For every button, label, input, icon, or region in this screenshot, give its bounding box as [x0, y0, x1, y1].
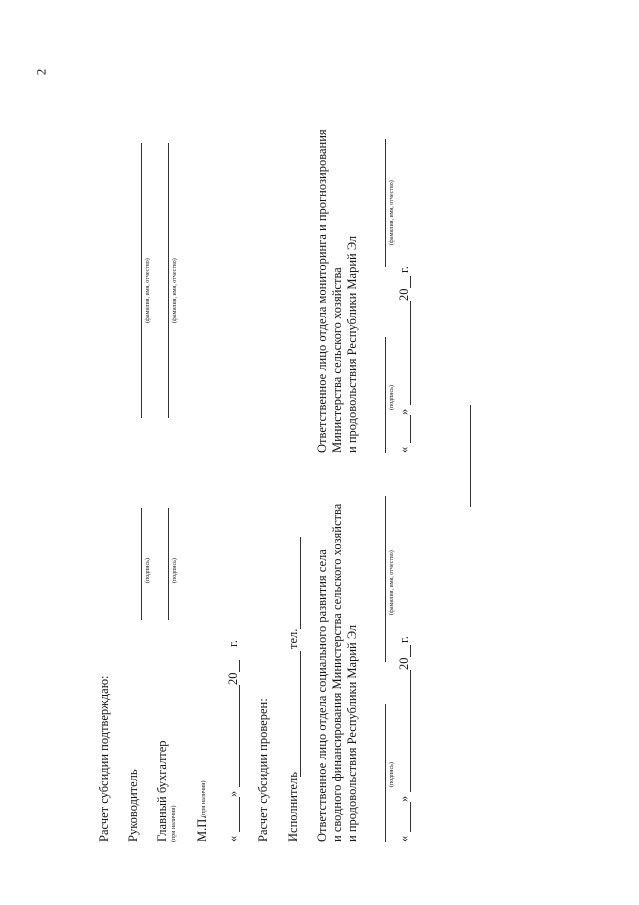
br-name-line[interactable] [385, 139, 386, 267]
bl-name-line[interactable] [385, 496, 386, 662]
accountant-signature-caption: (подпись) [172, 558, 178, 583]
bl-year-suffix: г. [397, 636, 411, 643]
bl-signature-line[interactable] [385, 704, 386, 842]
date-day-line[interactable] [239, 797, 240, 832]
bl-date-close: » [397, 795, 411, 802]
date-year-prefix: 20 [226, 672, 240, 685]
br-line2: Министерства сельского хозяйства [330, 267, 344, 453]
head-signature-caption: (подпись) [145, 558, 151, 583]
executor-label: Исполнитель [286, 772, 300, 842]
br-name-caption: (фамилия, имя, отчество) [389, 180, 395, 245]
head-name-line[interactable] [141, 143, 142, 418]
executor-line[interactable] [300, 651, 301, 777]
bl-name-caption: (фамилия, имя, отчество) [389, 550, 395, 615]
bl-year-prefix: 20 [397, 657, 411, 670]
stamp-label: М.П. [195, 815, 209, 842]
date-open-quote: « [226, 835, 240, 842]
date-close-quote: » [226, 790, 240, 797]
checked-heading: Расчет субсидии проверен: [256, 698, 270, 842]
br-year-line[interactable] [410, 276, 411, 288]
page-number: 2 [33, 68, 49, 76]
phone-line[interactable] [300, 537, 301, 629]
phone-label: тел. [286, 628, 300, 649]
center-divider-line [470, 405, 471, 507]
bl-date-month-line[interactable] [410, 670, 411, 792]
br-line1: Ответственное лицо отдела мониторинга и прогнозирования [315, 129, 329, 453]
bl-line2: и сводного финансирования Министерства сельского хозяйства [330, 503, 344, 842]
bl-line1: Ответственное лицо отдела социального развития села [315, 549, 329, 842]
accountant-signature-line[interactable] [168, 508, 169, 620]
br-signature-caption: (подпись) [389, 385, 395, 410]
br-date-close: » [397, 408, 411, 415]
br-date-open: « [397, 446, 411, 453]
confirm-heading: Расчет субсидии подтверждаю: [97, 675, 111, 842]
head-name-caption: (фамилия, имя, отчество) [145, 258, 151, 323]
head-signature-line[interactable] [141, 508, 142, 620]
br-date-day-line[interactable] [410, 415, 411, 443]
br-date-month-line[interactable] [410, 301, 411, 405]
head-label: Руководитель [126, 769, 140, 842]
accountant-name-caption: (фамилия, имя, отчество) [172, 258, 178, 323]
bl-year-line[interactable] [410, 645, 411, 657]
bl-signature-caption: (подпись) [389, 762, 395, 787]
bl-date-open: « [397, 835, 411, 842]
date-month-line[interactable] [239, 685, 240, 787]
br-year-prefix: 20 [397, 288, 411, 301]
stamp-note: (при наличии) [201, 780, 207, 817]
date-year-suffix: г. [226, 640, 240, 647]
br-line3: и продовольствия Республики Марий Эл [345, 235, 359, 453]
br-signature-line[interactable] [385, 337, 386, 453]
bl-line3: и продовольствия Республики Марий Эл [345, 624, 359, 842]
bl-date-day-line[interactable] [410, 802, 411, 832]
accountant-if-any: (при наличии) [171, 805, 177, 842]
accountant-name-line[interactable] [168, 143, 169, 418]
br-year-suffix: г. [397, 266, 411, 273]
date-year-line[interactable] [239, 660, 240, 672]
accountant-label: Главный бухгалтер [155, 740, 169, 842]
